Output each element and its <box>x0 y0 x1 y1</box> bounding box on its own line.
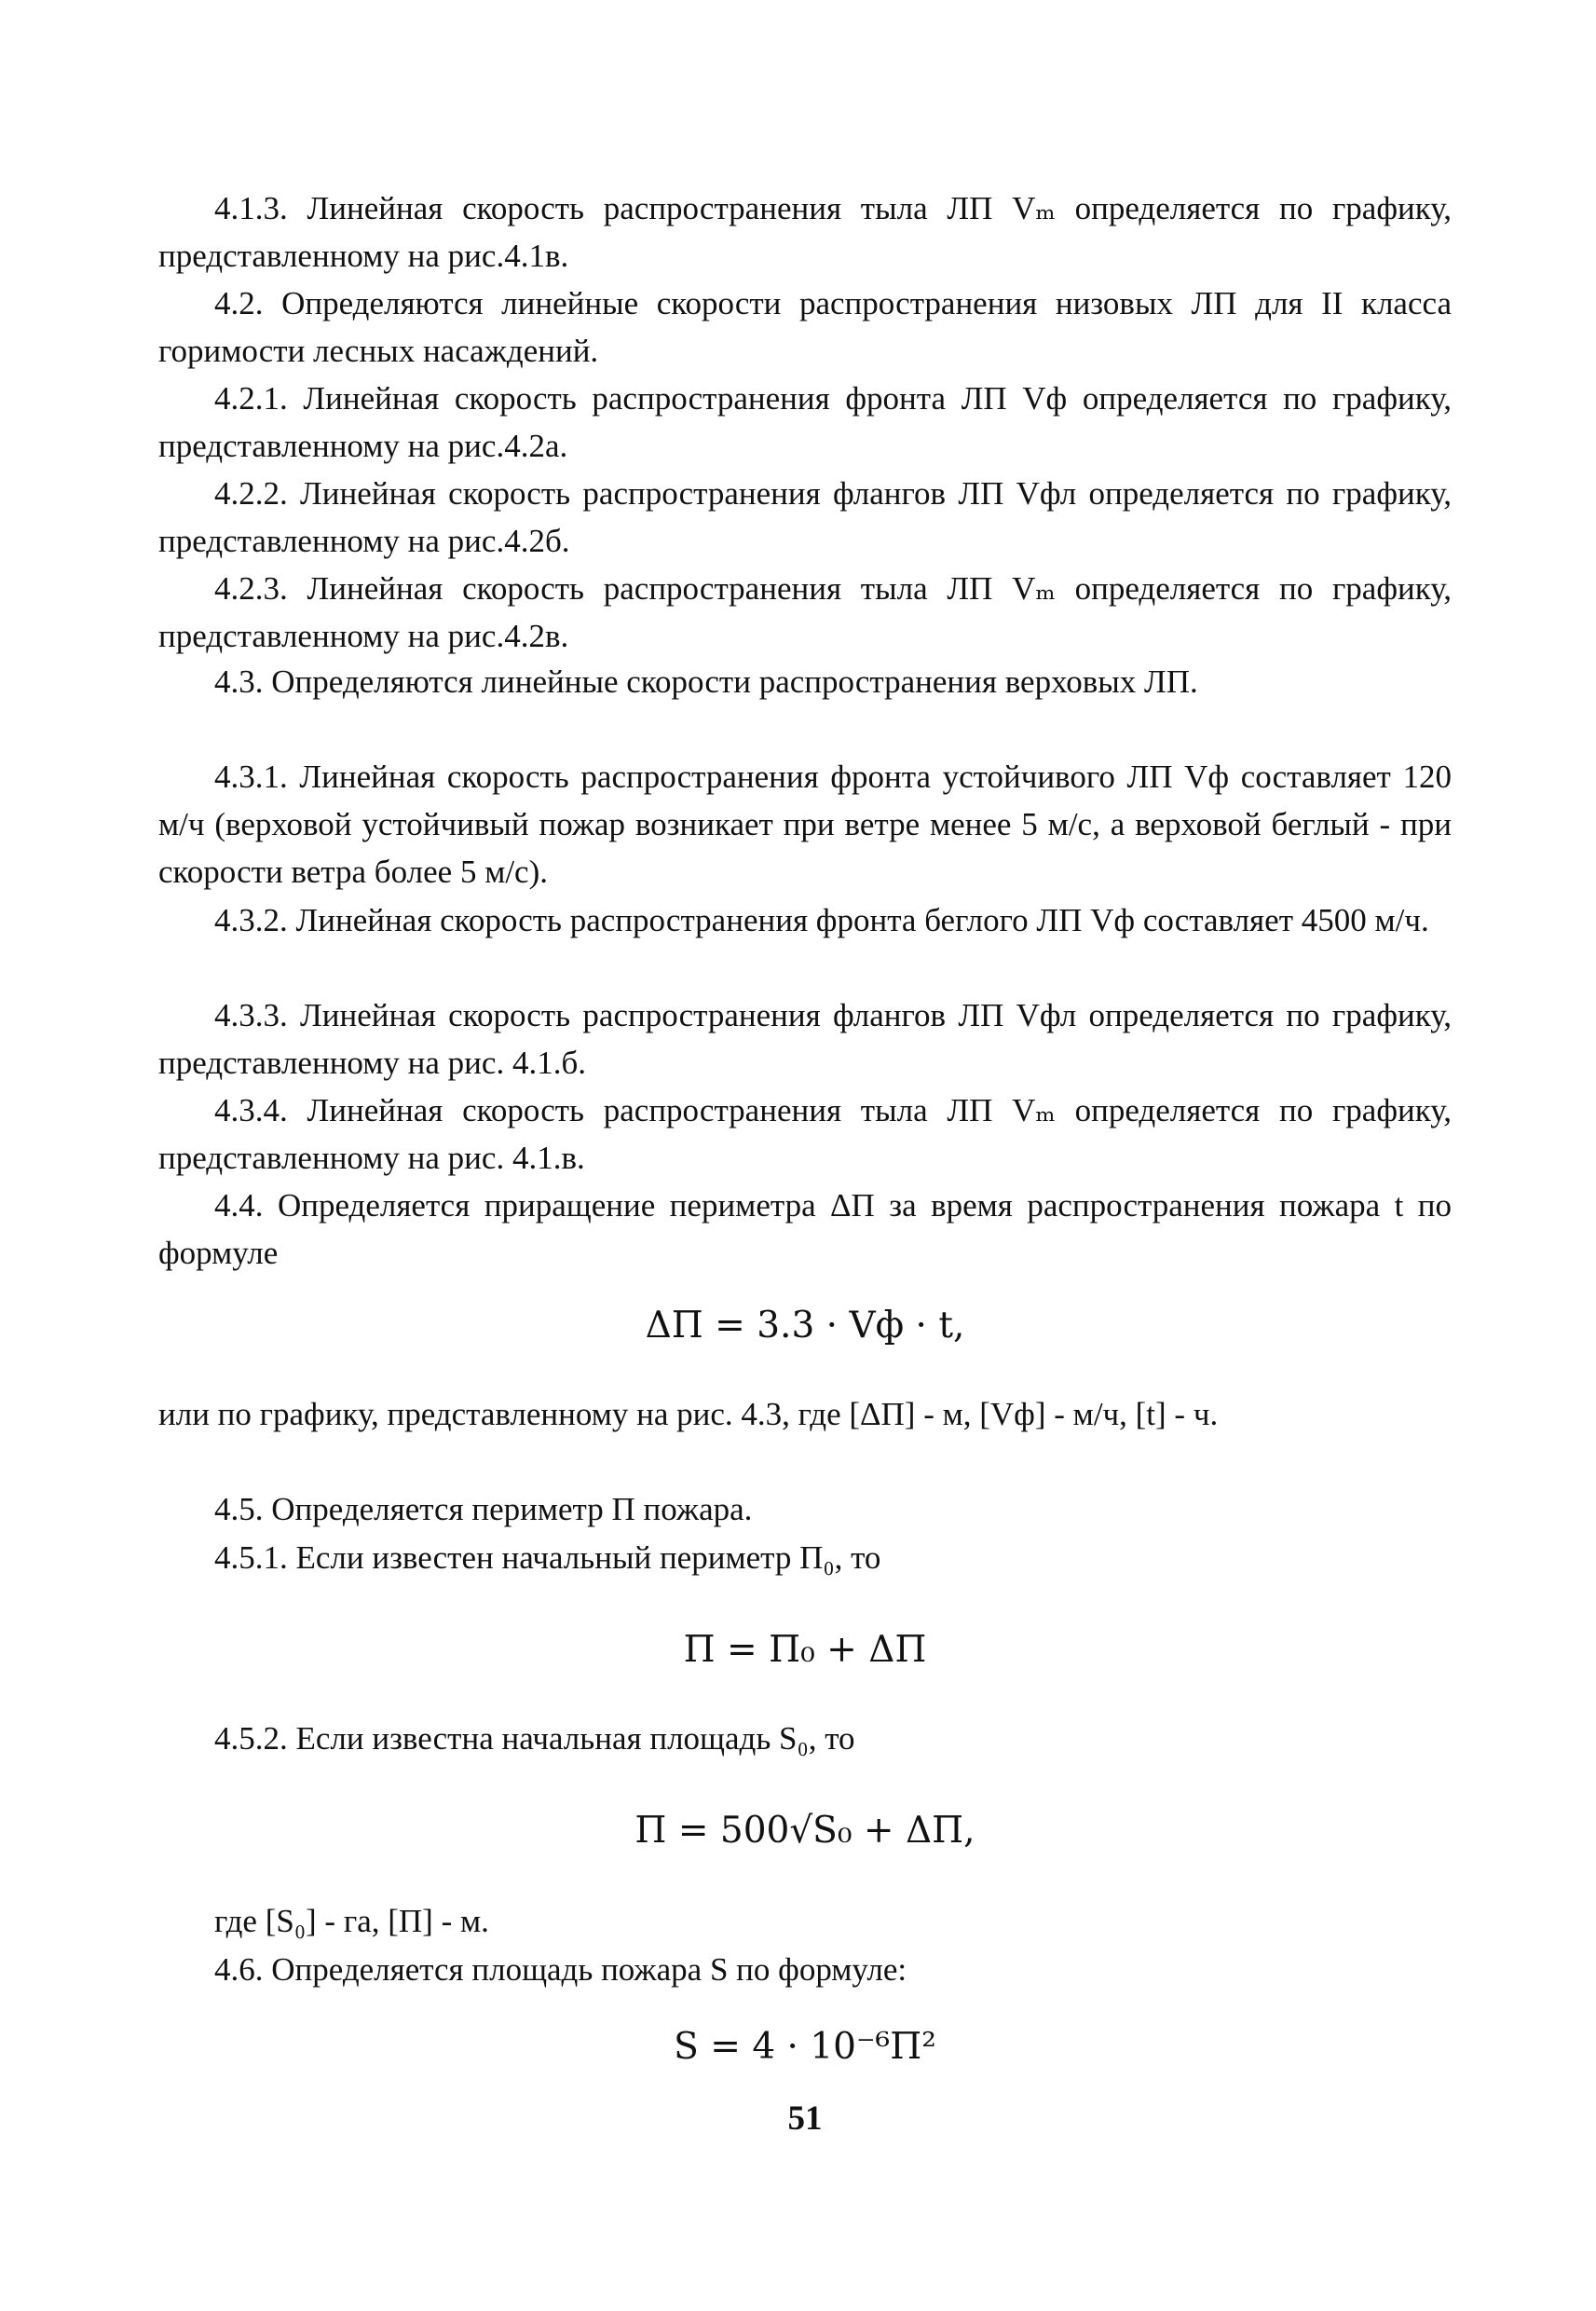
formula-perimeter-from-area: П = 500√S₀ + ΔП, <box>634 1810 975 1852</box>
paragraph-4-3: 4.3. Определяются линейные скорости распространения верховых ЛП. <box>214 663 1198 700</box>
formula-perimeter-from-initial: П = П₀ + ΔП <box>683 1629 927 1671</box>
formula-perimeter-increment: ΔП = 3.3 · Vф · t, <box>645 1305 965 1347</box>
paragraph-4-2-3: 4.2.3. Линейная скорость распространения тыла ЛП Vₘ определяется по графику, представленному на рис.4.2в. <box>158 570 1452 654</box>
paragraph-4-2-1: 4.2.1. Линейная скорость распространения фронта ЛП Vф определяется по графику, представленному на рис.4.2а. <box>158 380 1452 464</box>
paragraph-4-6: 4.6. Определяется площадь пожара S по формуле: <box>214 1951 907 1988</box>
formula-area: S = 4 · 10⁻⁶П² <box>674 2026 936 2068</box>
paragraph-4-3-3: 4.3.3. Линейная скорость распространения флангов ЛП Vфл определяется по графику, представленному на рис. 4.1.б. <box>158 997 1452 1081</box>
paragraph-4-3-1: 4.3.1. Линейная скорость распространения фронта устойчивого ЛП Vф составляет 120 м/ч (верховой устойчивый пожар возникает при ветре менее 5 м/с, а верховой беглый - при скорости ветра более 5 м/с). <box>158 759 1452 890</box>
paragraph-graph-reference: или по графику, представленному на рис. 4.3, где [ΔП] - м, [Vф] - м/ч, [t] - ч. <box>158 1396 1219 1432</box>
paragraph-4-3-4: 4.3.4. Линейная скорость распространения тыла ЛП Vₘ определяется по графику, представленному на рис. 4.1.в. <box>158 1092 1452 1176</box>
paragraph-4-4: 4.4. Определяется приращение периметра ΔП за время распространения пожара t по формуле <box>158 1187 1452 1271</box>
paragraph-4-1-3: 4.1.3. Линейная скорость распространения тыла ЛП Vₘ определяется по графику, представленному на рис.4.1в. <box>158 190 1452 274</box>
paragraph-4-3-2: 4.3.2. Линейная скорость распространения фронта беглого ЛП Vф составляет 4500 м/ч. <box>214 902 1429 938</box>
paragraph-4-2: 4.2. Определяются линейные скорости распространения низовых ЛП для II класса горимости лесных насаждений. <box>158 285 1452 369</box>
paragraph-4-5: 4.5. Определяется периметр П пожара. <box>214 1491 753 1527</box>
paragraph-units: где [S₀] - га, [П] - м. <box>214 1903 489 1939</box>
paragraph-4-5-1: 4.5.1. Если известен начальный периметр П₀, то <box>214 1539 881 1576</box>
paragraph-4-5-2: 4.5.2. Если известна начальная площадь S₀, то <box>214 1720 855 1757</box>
paragraph-4-2-2: 4.2.2. Линейная скорость распространения флангов ЛП Vфл определяется по графику, представленному на рис.4.2б. <box>158 475 1452 559</box>
page-number: 51 <box>787 2099 823 2138</box>
